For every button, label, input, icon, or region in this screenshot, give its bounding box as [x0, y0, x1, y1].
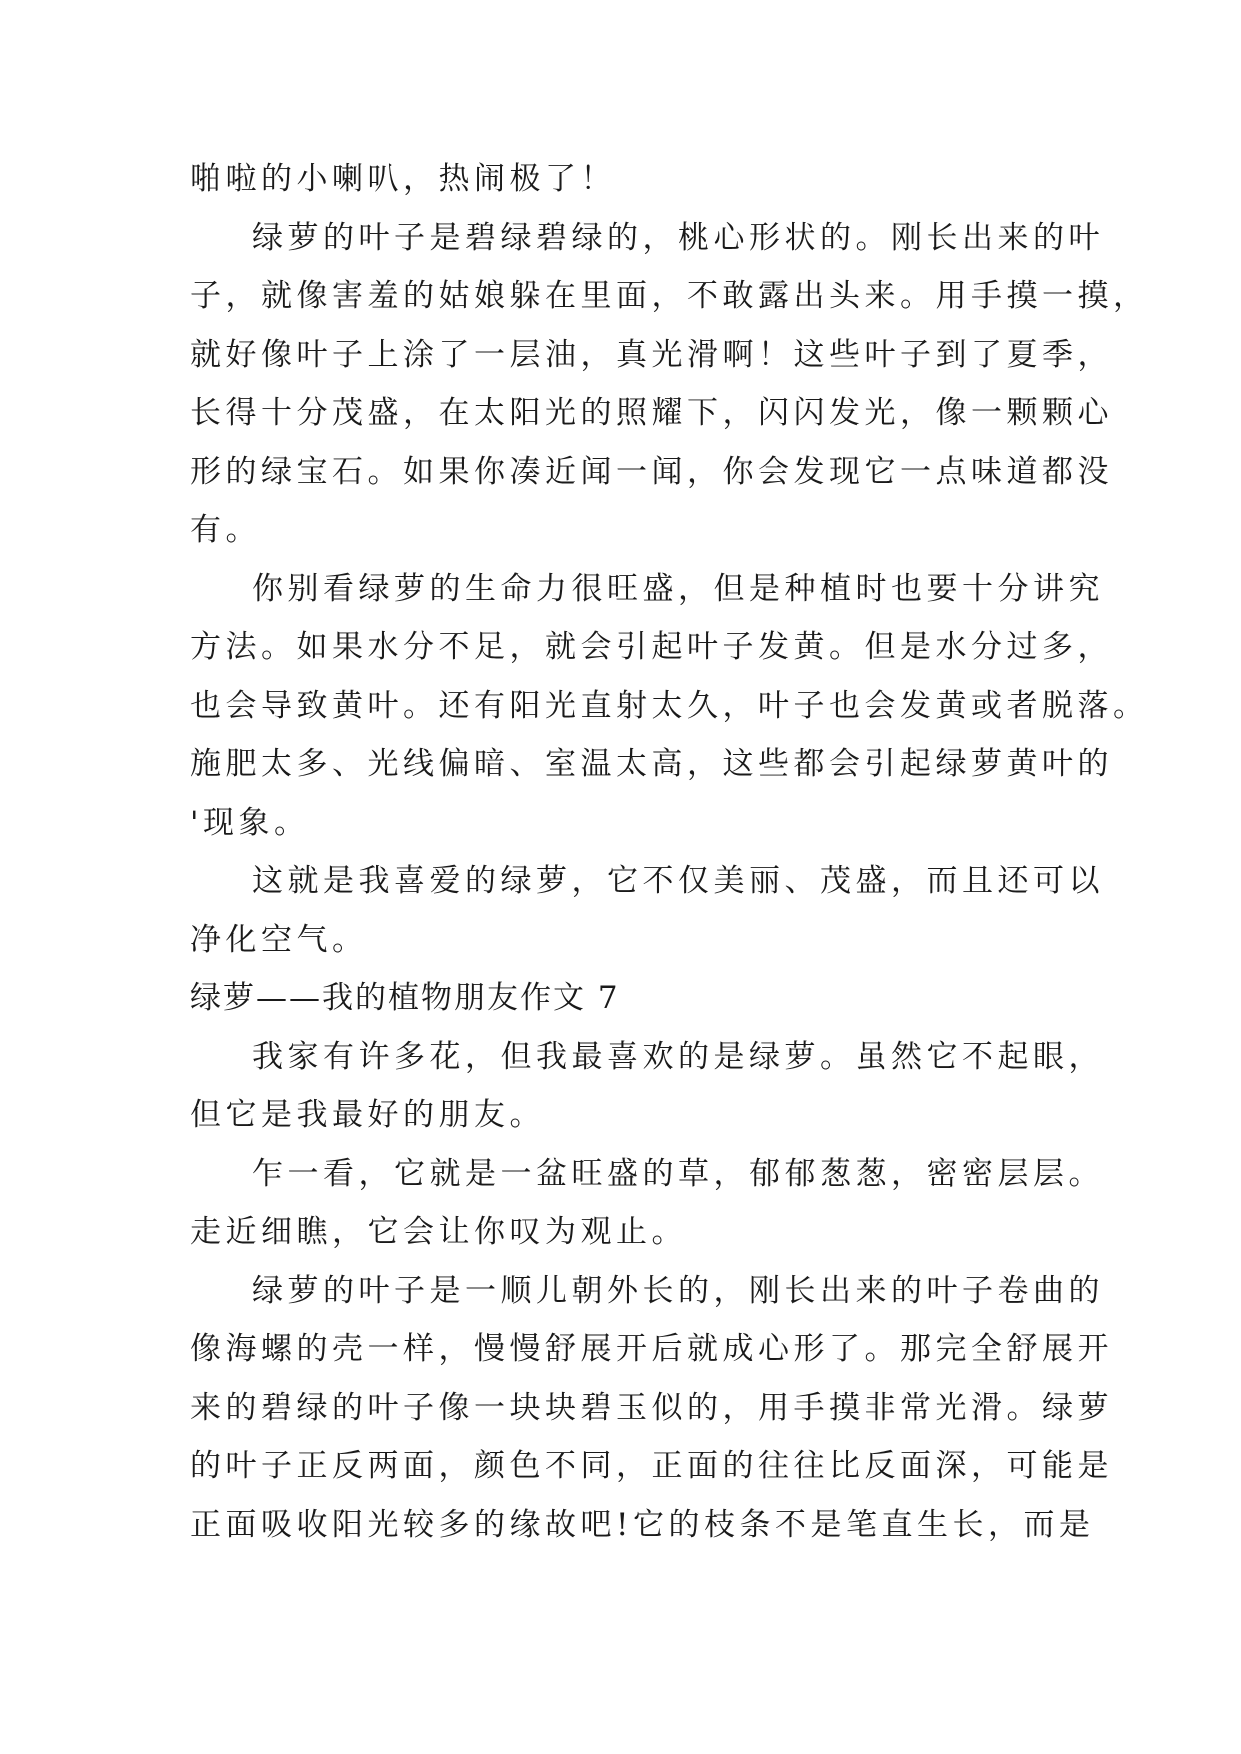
text-line: 方法。如果水分不足，就会引起叶子发黄。但是水分过多，: [190, 629, 1113, 665]
text-line: 这就是我喜爱的绿萝，它不仅美丽、茂盛，而且还可以: [252, 863, 1104, 899]
text-line: 但它是我最好的朋友。: [190, 1097, 545, 1133]
text-line: 净化空气。: [190, 921, 368, 958]
text-line: 你别看绿萝的生命力很旺盛，但是种植时也要十分讲究: [252, 570, 1104, 607]
text-line: 长得十分茂盛，在太阳光的照耀下，闪闪发光，像一颗颗心: [190, 395, 1113, 431]
text-line: 像海螺的壳一样，慢慢舒展开后就成心形了。那完全舒展开: [190, 1331, 1113, 1367]
text-line: '现象。: [190, 804, 310, 841]
text-line: 有。: [190, 512, 261, 548]
document-body: [190, 150, 1149, 1554]
text-line: 就好像叶子上涂了一层油，真光滑啊！这些叶子到了夏季，: [190, 336, 1113, 373]
text-line: 的叶子正反两面，颜色不同，正面的往往比反面深，可能是: [190, 1448, 1113, 1484]
text-line: 子，就像害羞的姑娘躲在里面，不敢露出头来。用手摸一摸，: [190, 278, 1149, 314]
section-heading: 绿萝——我的植物朋友作文 7: [190, 980, 620, 1016]
text-line: 施肥太多、光线偏暗、室温太高，这些都会引起绿萝黄叶的: [190, 746, 1113, 782]
text-line: 我家有许多花，但我最喜欢的是绿萝。虽然它不起眼，: [252, 1038, 1104, 1075]
text-line: 来的碧绿的叶子像一块块碧玉似的，用手摸非常光滑。绿萝: [190, 1389, 1113, 1426]
text-line: 绿萝的叶子是碧绿碧绿的，桃心形状的。刚长出来的叶: [252, 219, 1104, 256]
text-line: 也会导致黄叶。还有阳光直射太久，叶子也会发黄或者脱落。: [190, 687, 1149, 724]
text-line: 啪啦的小喇叭，热闹极了！: [190, 161, 616, 197]
text-line: 乍一看，它就是一盆旺盛的草，郁郁葱葱，密密层层。: [252, 1155, 1104, 1192]
text-line: 走近细瞧，它会让你叹为观止。: [190, 1214, 687, 1250]
text-line: 形的绿宝石。如果你凑近闻一闻，你会发现它一点味道都没: [190, 453, 1113, 490]
text-line: 正面吸收阳光较多的缘故吧!它的枝条不是笔直生长，而是: [190, 1506, 1095, 1543]
text-line: 绿萝的叶子是一顺儿朝外长的，刚长出来的叶子卷曲的: [252, 1272, 1104, 1309]
